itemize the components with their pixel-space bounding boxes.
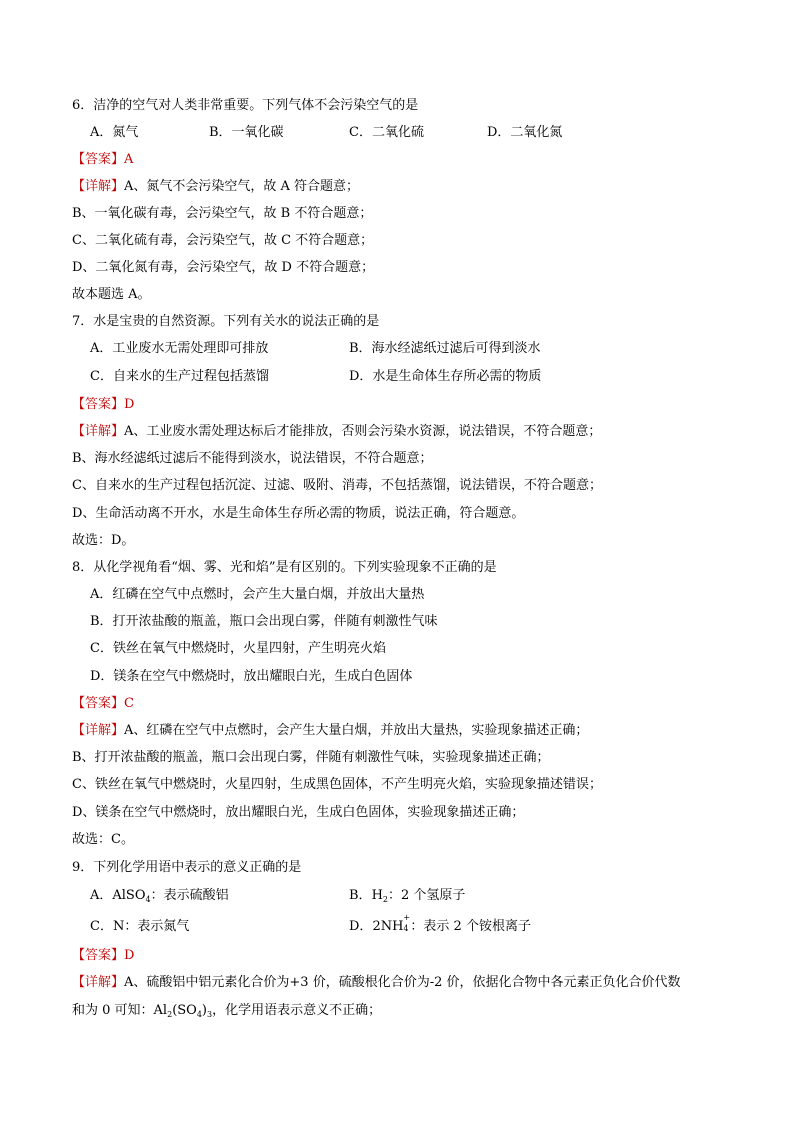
- q9-option-a: [90, 888, 229, 904]
- q6-explanation-d: D、二氧化氮有毒，会污染空气，故 D 不符合题意；: [72, 260, 375, 275]
- formula: N: [112, 919, 125, 934]
- explanation-text: A、氮气不会污染空气，故 A 符合题意；: [124, 179, 360, 194]
- q6-answer: [72, 152, 133, 168]
- explanation-text: ，化学用语表示意义不正确；: [212, 1003, 382, 1018]
- q7-answer: [72, 397, 134, 413]
- q7-option-d: D．水是生命体生存所必需的物质: [349, 369, 542, 384]
- q9-stem: 9．下列化学用语中表示的意义正确的是: [72, 860, 302, 875]
- q7-explanation-d: D、生命活动离不开水，水是生命体生存所必需的物质，说法正确，符合题意。: [72, 506, 525, 521]
- q7-conclusion: 故选：D。: [72, 533, 135, 548]
- q8-option-a: A．红磷在空气中点燃时，会产生大量白烟，并放出大量热: [90, 587, 425, 602]
- q6-explanation-a: [72, 179, 359, 195]
- q6-conclusion: 故本题选 A。: [72, 287, 151, 302]
- q7-option-b: B．海水经滤纸过滤后可得到淡水: [349, 341, 541, 356]
- answer-label: 【答案】: [72, 397, 125, 412]
- option-prefix: B．: [349, 888, 372, 903]
- q8-conclusion: 故选：C。: [72, 832, 134, 847]
- detail-label: 【详解】: [72, 975, 125, 990]
- q8-option-c: C．铁丝在氧气中燃烧时，火星四射，产生明亮火焰: [90, 641, 386, 656]
- q9-explanation-a-cont: [72, 1003, 381, 1019]
- option-prefix: C．: [90, 919, 113, 934]
- q7-explanation-b: B、海水经滤纸过滤后不能得到淡水，说法错误，不符合题意；: [72, 451, 433, 466]
- option-text: ：表示氮气: [124, 919, 190, 934]
- q9-explanation-a: [72, 975, 681, 991]
- q6-option-d: D．二氧化氮: [487, 125, 563, 140]
- q7-explanation-c: C、自来水的生产过程包括沉淀、过滤、吸附、消毒，不包括蒸馏，说法错误，不符合题意；: [72, 478, 602, 493]
- q9-option-d: [349, 913, 531, 935]
- q7-option-a: A．工业废水无需处理即可排放: [90, 341, 269, 356]
- answer-label: 【答案】: [72, 696, 125, 711]
- formula: 2NH: [372, 919, 404, 934]
- option-text: ：表示硫酸铝: [150, 888, 229, 903]
- q7-stem: 7．水是宝贵的自然资源。下列有关水的说法正确的是: [72, 314, 380, 329]
- formula: $Al_2(SO_4)_3$: [153, 1003, 213, 1019]
- q8-stem: 8．从化学视角看“烟、雾、光和焰”是有区别的。下列实验现象不正确的是: [72, 560, 497, 575]
- q8-explanation-c: C、铁丝在氧气中燃烧时，火星四射，生成黑色固体，不产生明亮火焰，实验现象描述错误；: [72, 777, 602, 792]
- formula-scripts: + 4: [403, 913, 411, 933]
- q8-explanation-d: D、镁条在空气中燃烧时，放出耀眼白光，生成白色固体，实验现象描述正确；: [72, 805, 525, 820]
- detail-label: 【详解】: [72, 723, 125, 738]
- answer-value: A: [124, 152, 134, 167]
- q6-option-b: B．一氧化碳: [209, 125, 284, 140]
- q7-option-c: C．自来水的生产过程包括蒸馏: [90, 369, 269, 384]
- q8-answer: [72, 696, 134, 712]
- detail-label: 【详解】: [72, 424, 125, 439]
- option-prefix: A．: [90, 888, 113, 903]
- q9-option-b: [349, 888, 465, 904]
- formula-subscript: 4: [145, 895, 151, 904]
- q6-option-a: A．氮气: [90, 125, 139, 140]
- answer-value: D: [124, 948, 135, 963]
- answer-label: 【答案】: [72, 152, 125, 167]
- answer-label: 【答案】: [72, 948, 125, 963]
- answer-value: D: [124, 397, 135, 412]
- explanation-text: A、红磷在空气中点燃时，会产生大量白烟，并放出大量热，实验现象描述正确；: [124, 723, 589, 738]
- q7-explanation-a: [72, 424, 601, 440]
- q9-answer: [72, 948, 134, 964]
- detail-label: 【详解】: [72, 179, 125, 194]
- formula: AlSO: [112, 888, 146, 903]
- formula: H: [371, 888, 383, 903]
- q6-stem: 6．洁净的空气对人类非常重要。下列气体不会污染空气的是: [72, 98, 419, 113]
- q6-option-c: C．二氧化硫: [349, 125, 424, 140]
- explanation-text: 和为 0 可知：: [72, 1003, 154, 1018]
- explanation-text: A、工业废水需处理达标后才能排放，否则会污染水资源，说法错误，不符合题意；: [124, 424, 602, 439]
- q8-explanation-a: [72, 723, 588, 739]
- q8-option-b: B．打开浓盐酸的瓶盖，瓶口会出现白雾，伴随有刺激性气味: [90, 614, 438, 629]
- q6-explanation-c: C、二氧化硫有毒，会污染空气，故 C 不符合题意；: [72, 233, 374, 248]
- q9-option-c: [90, 919, 189, 935]
- option-text: ：2 个氢原子: [388, 888, 466, 903]
- option-text: ：表示 2 个铵根离子: [410, 919, 531, 934]
- answer-value: C: [124, 696, 134, 711]
- formula-subscript: 2: [382, 895, 388, 904]
- option-prefix: D．: [349, 919, 373, 934]
- explanation-text: A、硫酸铝中铝元素化合价为+3 价，硫酸根化合价为-2 价，依据化合物中各元素正负化合价代数: [124, 975, 681, 990]
- q8-option-d: D．镁条在空气中燃烧时，放出耀眼白光，生成白色固体: [90, 669, 413, 684]
- q8-explanation-b: B、打开浓盐酸的瓶盖，瓶口会出现白雾，伴随有刺激性气味，实验现象描述正确；: [72, 750, 550, 765]
- q6-explanation-b: B、一氧化碳有毒，会污染空气，故 B 不符合题意；: [72, 206, 373, 221]
